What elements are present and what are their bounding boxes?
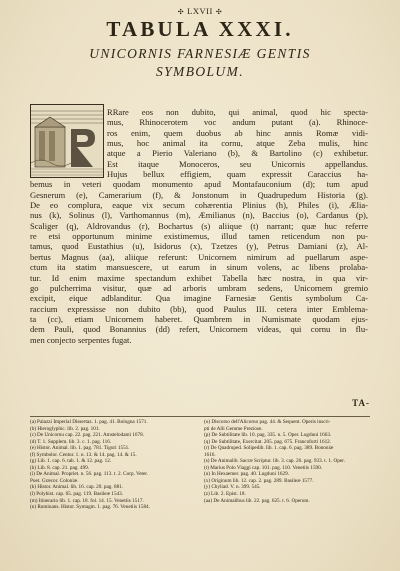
text-line: bemus in veteri quodam monumento apud Montafauconium (d); tum apud <box>30 179 368 190</box>
text-line: De eo complura, eaque vix secum cohærentia Plinius (h), Philes (i), Ælia- <box>30 200 368 211</box>
text-line: mus, hoc animal ita cornu, atque Zeba mulis, hinc <box>107 138 368 149</box>
text-line: Hujus bellux effigiem, quam expressit Caraccius ha- <box>107 169 368 180</box>
footnote: (z) Lib. 2. Epist. 18. <box>204 491 246 498</box>
text-line: RRare eos non dubito, qui animal, quod hic specta- <box>107 107 368 117</box>
footnote: (s) De Animalib. Sacræ Scriptur. lib. 3. cap. 26. pag. 933. t. 1. Oper. <box>204 458 345 465</box>
subtitle-line-2: SYMBOLUM. <box>156 64 244 79</box>
footnote: (d) T. 1. Supplem. lib. 3. c. 1. pag. 116. <box>30 438 112 445</box>
subtitle-line-1: UNICORNIS FARNESIÆ GENTIS <box>89 46 311 61</box>
footnote: (h) Lib. 8. cap. 21. pag. 499. <box>30 464 90 471</box>
footnotes-right-column <box>204 419 370 511</box>
footnote: (p) De Subtilitate lib. 10. pag. 335. n. 5. Oper. Lugduni 1663. <box>204 432 332 439</box>
text-line: raccium expressisse non dubito (bb), quod Paulus III. cetera inter Emblema- <box>30 303 368 314</box>
text-line: re etsi opportunum minime existimemus, illud tamen reticendum non pu- <box>30 231 368 242</box>
text-line: bertus Magnus (aa), aliique referunt: Unicornem nimirum ad puellarum aspe- <box>30 251 368 262</box>
footnote: (y) Chyliad. V. n. 399. 545. <box>204 484 261 491</box>
footnote: (n) Ruminans. Histor. Syntagm. 1. pag. 76. Venetiis 1584. <box>30 504 150 511</box>
text-line: mus, Rhinocerotem voc andum putant (a). Rhinoce- <box>107 117 368 128</box>
footnotes <box>30 419 370 511</box>
footnote: 1616. <box>204 451 216 458</box>
main-text <box>30 107 368 345</box>
footnote: pti de Alli Gemme Preziose. <box>204 425 263 432</box>
footnote: (l) Polyhist. cap. 65. pag. 119. Basileæ 1543. <box>30 491 124 498</box>
footnote: (q) De Subtilitate, Exercitat. 205. pag. 675. Francofurti 1612. <box>204 438 332 445</box>
text-line: Scaliger (q), Aldrovandus (r), Bochartus (s) aliique (t) narrant; quæ huc referre <box>30 220 368 231</box>
footnote: (u) In Hexaemer. pag. 40. Lugduni 1629. <box>204 471 289 478</box>
footnote: (e) Histor. Animal. lib. 1. pag. 781. Tiguri 1551. <box>30 445 130 452</box>
text-line: go pulcherrima visitur, quæ ad arboris umbram sedens, Unicornem gremio <box>30 282 368 293</box>
footnote: (o) Discorso dell'Alicorno pag. 44. & Sequent. Operis inscri- <box>204 419 331 425</box>
footnote: (b) Hieroglyphic. lib. 2. pag. 101. <box>30 425 100 432</box>
text-line: men conjecto serpentes fugat. <box>30 334 132 345</box>
text-line: Est itaque Monoceros, seu Unicornis appellandus. <box>107 158 368 169</box>
page-header <box>0 6 400 16</box>
text-line: excipit, eique adblanditur. Qua imagine Farnesiæ Gentis symbolum Ca- <box>30 293 368 304</box>
text-line: tamus, quod Eustathius (u), Isidorus (x), Tzetzes (y), Petrus Damiani (z), Al- <box>30 241 368 252</box>
text-line: Gesnerum (e), Camerarium (f), & Jonstonum in Quadrupedum Historia (g). <box>30 189 368 200</box>
footnote-divider <box>30 416 370 417</box>
plate-title: TABULA XXXI. <box>106 17 294 41</box>
footnote: (g) Lib. 1. cap. 6. tab. 1. & 12. pag. 12. <box>30 458 112 465</box>
footnotes-left-column <box>30 419 196 511</box>
footnote: Poet. Græcor. Coloniæ. <box>30 477 79 484</box>
text-line: ta (cc), etiam Unicornem haberet. Quambrem in Numismate quodam ejus- <box>30 313 368 324</box>
catchword: TA- <box>352 398 370 408</box>
text-line: tur. Id enim maxime spectandum exhibet Tabella hæc nostra, in qua vir- <box>30 272 368 283</box>
footnote: (x) Originum lib. 12. cap. 2. pag. 289. Basileæ 1577. <box>204 477 314 484</box>
footnote: (c) De Unicornu cap. 22. pag. 221. Amstelodami 1678. <box>30 432 144 439</box>
footnote: (k) Histor. Animal. lib. 16. cap. 20. pag. 881. <box>30 484 124 491</box>
footnote: (m) Itinerario lib. 1. cap. 18. fol. 14. 15. Venetiis 1517. <box>30 497 144 504</box>
footnote: (a) Palazzi Imperial Dissertaz. 1. pag. 41. Bologna 1571. <box>30 419 148 425</box>
ornament-icon: ✣ <box>215 8 223 16</box>
text-line: ros enim, quem duobus ab hinc annis Romæ vidi- <box>107 127 368 138</box>
footnote: (aa) De Animalibus lib. 22. pag. 625. t. 6. Operum. <box>204 497 310 504</box>
footnote: (r) De Quadruped. Solipedib. lib. 1. cap. 6. pag. 389. Bononiæ <box>204 445 334 452</box>
text-line: atque a Pierio Valeriano (b), & Bartolino (c) exhibetur. <box>107 148 368 159</box>
text-line: nus (k), Solinus (l), Varthomannus (m), Æmilianus (n), Baccius (o), Cardanus (p), <box>30 210 368 221</box>
text-line: ctum ita statim mansuescere, ut earum in sinum volens, ac libens prolaba- <box>30 262 368 273</box>
page-number: LXVII <box>187 6 213 16</box>
ornament-icon: ✣ <box>177 8 185 16</box>
footnote: (f) Symbolor. Centur. 1. n. 13. & 14. pag. 14. & 15. <box>30 451 137 458</box>
text-line: dem Pauli, quod Bonannius (dd) refert, Unicornem videas, qui cornu in flu- <box>30 324 368 335</box>
footnote: (t) Marius Polo Viaggi cap. 101. pag. 110. Venetiis 1590. <box>204 464 323 471</box>
footnote: (i) De Animal. Propriet. n. 56. pag. 113. t. 2. Corp. Veter. <box>30 471 148 478</box>
